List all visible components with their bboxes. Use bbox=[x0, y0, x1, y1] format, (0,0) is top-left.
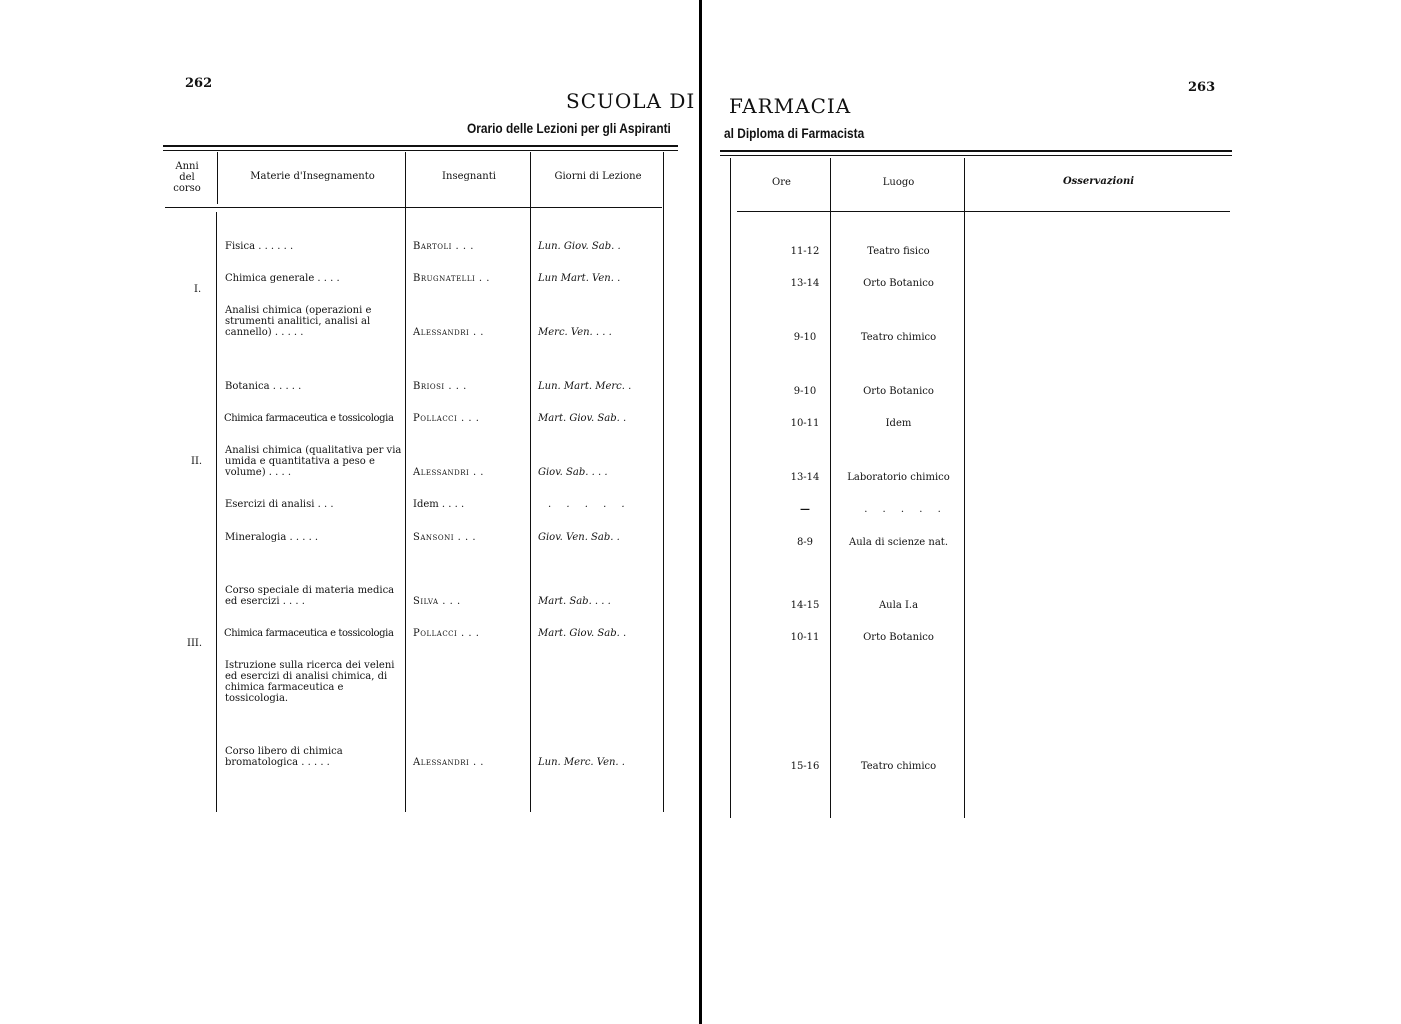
subject-cell: Analisi chimica (qualitativa per via umida e quantitativa a peso e volume) . . . . bbox=[225, 445, 402, 478]
right-page-subtitle: al Diploma di Farmacista bbox=[724, 125, 865, 141]
teacher-cell: Brugnatelli . . bbox=[413, 273, 490, 284]
place-cell: Aula di scienze nat. bbox=[848, 537, 949, 548]
days-cell: Giov. Sab. . . . bbox=[538, 467, 608, 478]
year-label: I. bbox=[194, 284, 202, 295]
teacher-cell: Alessandri . . bbox=[413, 327, 484, 338]
subject-cell: Botanica . . . . . bbox=[225, 381, 302, 392]
hours-cell: 15-16 bbox=[790, 761, 820, 772]
header-giorni: Giorni di Lezione bbox=[554, 171, 642, 182]
year-label: III. bbox=[187, 638, 203, 649]
place-cell: Teatro chimico bbox=[860, 332, 937, 343]
teacher-cell: Alessandri . . bbox=[413, 467, 484, 478]
hours-cell: 14-15 bbox=[790, 600, 820, 611]
right-top-rule bbox=[720, 150, 1232, 152]
left-page-subtitle: Orario delle Lezioni per gli Aspiranti bbox=[467, 120, 671, 136]
hours-cell: 13-14 bbox=[790, 472, 820, 483]
header-ore: Ore bbox=[772, 177, 791, 188]
days-cell: Lun. Merc. Ven. . bbox=[538, 757, 625, 768]
hours-cell: 10-11 bbox=[790, 632, 820, 643]
teacher-cell: Alessandri . . bbox=[413, 757, 484, 768]
header-anni: Anni del corso bbox=[173, 161, 201, 194]
place-cell: Teatro fisico bbox=[867, 246, 930, 257]
subject-cell: Corso libero di chimica bromatologica . . . . . bbox=[225, 746, 343, 768]
left-page-title: SCUOLA DI bbox=[566, 89, 696, 113]
right-page-number: 263 bbox=[1188, 80, 1216, 95]
col-divider bbox=[405, 152, 406, 812]
teacher-cell: Pollacci . . . bbox=[413, 628, 480, 639]
subject-cell: Analisi chimica (operazioni e strumenti analitici, analisi al cannello) . . . . . bbox=[225, 305, 372, 338]
days-cell: Merc. Ven. . . . bbox=[538, 327, 612, 338]
left-top-rule-thin bbox=[163, 150, 678, 151]
hours-cell: 9-10 bbox=[793, 332, 817, 343]
left-header-rule bbox=[165, 207, 662, 208]
subject-cell: Chimica farmaceutica e tossicologia bbox=[224, 628, 394, 639]
left-top-rule bbox=[163, 145, 678, 147]
teacher-cell: Sansoni . . . bbox=[413, 532, 477, 543]
subject-cell: Mineralogia . . . . . bbox=[225, 532, 319, 543]
subject-cell: Chimica generale . . . . bbox=[225, 273, 340, 284]
header-osservazioni: Osservazioni bbox=[1062, 176, 1135, 187]
place-cell: Teatro chimico bbox=[860, 761, 937, 772]
hours-cell: 11-12 bbox=[790, 246, 820, 257]
left-page-number: 262 bbox=[185, 76, 213, 91]
subject-cell: Esercizi di analisi . . . bbox=[225, 499, 334, 510]
hours-cell: 13-14 bbox=[790, 278, 820, 289]
subject-cell: Istruzione sulla ricerca dei veleni ed esercizi di analisi chimica, di chimica farmaceutica e tossicologia. bbox=[225, 660, 395, 704]
days-cell: Mart. Sab. . . . bbox=[538, 596, 611, 607]
year-bracket-line bbox=[216, 212, 217, 812]
hours-cell: — bbox=[800, 504, 810, 515]
place-cell: Idem bbox=[885, 418, 912, 429]
col-divider bbox=[830, 158, 831, 818]
subject-cell: Fisica . . . . . . bbox=[225, 241, 294, 252]
days-cell: Lun Mart. Ven. . bbox=[538, 273, 621, 284]
col-divider bbox=[530, 152, 531, 812]
teacher-cell: Silva . . . bbox=[413, 596, 461, 607]
teacher-cell: Pollacci . . . bbox=[413, 413, 480, 424]
teacher-cell: Idem . . . . bbox=[413, 499, 465, 510]
col-divider bbox=[663, 152, 664, 812]
right-page-title: FARMACIA bbox=[729, 94, 852, 118]
days-cell: Lun. Giov. Sab. . bbox=[538, 241, 621, 252]
header-insegnanti: Insegnanti bbox=[442, 171, 496, 182]
teacher-cell: Briosi . . . bbox=[413, 381, 467, 392]
place-cell: Orto Botanico bbox=[863, 278, 934, 289]
hours-cell: 8-9 bbox=[796, 537, 814, 548]
place-cell: Aula I.a bbox=[878, 600, 919, 611]
place-cell: . . . . . bbox=[864, 504, 947, 515]
hours-cell: 10-11 bbox=[790, 418, 820, 429]
col-divider bbox=[964, 158, 965, 818]
col-divider bbox=[217, 152, 218, 204]
days-cell: Mart. Giov. Sab. . bbox=[538, 628, 627, 639]
days-cell: Lun. Mart. Merc. . bbox=[538, 381, 632, 392]
book-spine bbox=[699, 0, 702, 1024]
header-luogo: Luogo bbox=[882, 177, 915, 188]
days-cell: Mart. Giov. Sab. . bbox=[538, 413, 627, 424]
subject-cell: Chimica farmaceutica e tossicologia bbox=[224, 413, 394, 424]
subject-cell: Corso speciale di materia medica ed esercizi . . . . bbox=[225, 585, 395, 607]
right-header-rule bbox=[737, 211, 1230, 212]
place-cell: Orto Botanico bbox=[863, 386, 934, 397]
header-materie: Materie d'Insegnamento bbox=[250, 171, 375, 182]
days-cell: Giov. Ven. Sab. . bbox=[538, 532, 620, 543]
place-cell: Orto Botanico bbox=[863, 632, 934, 643]
hours-cell: 9-10 bbox=[793, 386, 817, 397]
right-top-rule-thin bbox=[720, 155, 1232, 156]
days-cell: . . . . . bbox=[548, 499, 631, 510]
teacher-cell: Bartoli . . . bbox=[413, 241, 474, 252]
year-label: II. bbox=[191, 456, 203, 467]
col-divider bbox=[730, 158, 731, 818]
place-cell: Laboratorio chimico bbox=[847, 472, 950, 483]
